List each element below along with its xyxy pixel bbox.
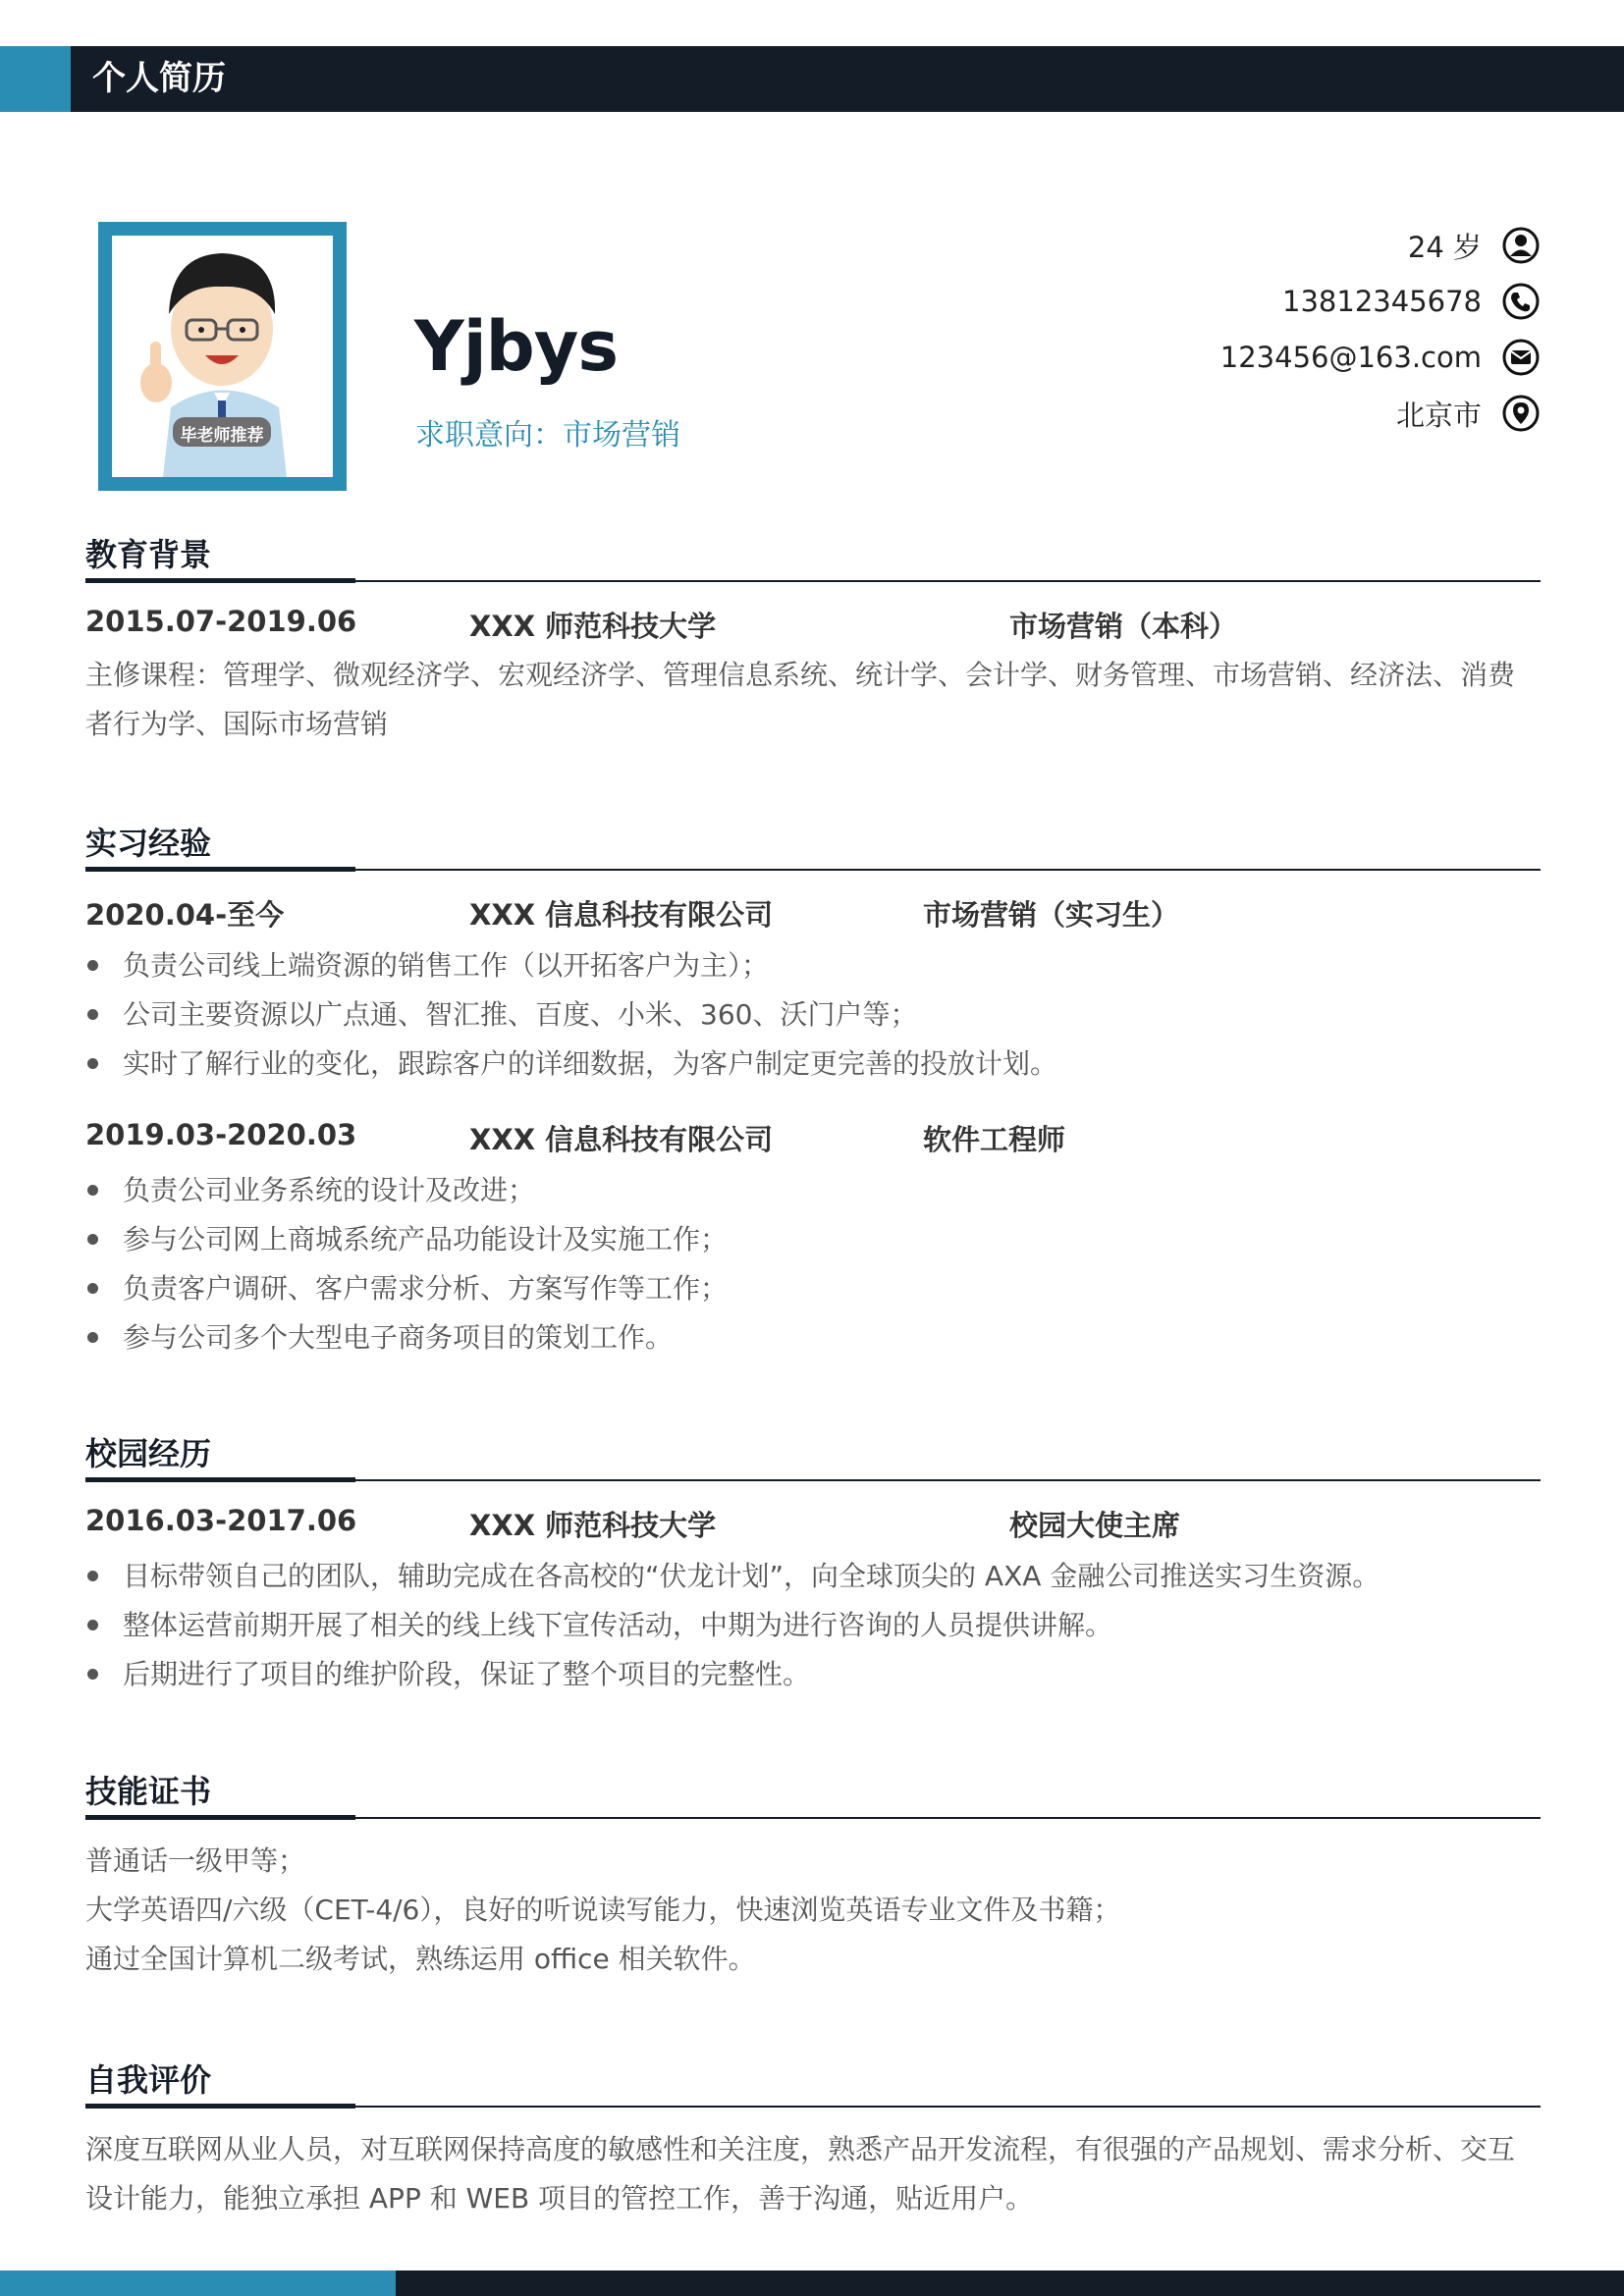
header-bar [0,46,1624,112]
list-item: 负责公司线上端资源的销售工作（以开拓客户为主）； [85,944,769,984]
page-title: 个人简历 [92,59,226,98]
phone-icon [1501,282,1541,321]
job-company: XXX 信息科技有限公司 [469,898,774,932]
contact-email [1220,336,1541,379]
education-period: 2015.07-2019.06 [85,605,357,638]
campus-school: XXX 师范科技大学 [469,1509,717,1542]
section-title-skills: 技能证书 [85,1773,212,1810]
skill-line: 通过全国计算机二级考试，熟练运用 office 相关软件。 [85,1943,756,1975]
job-period: 2020.04-至今 [85,898,285,932]
list-item: 参与公司网上商城系统产品功能设计及实施工作； [85,1218,728,1257]
contact-phone [1282,280,1541,323]
list-item: 负责客户调研、客户需求分析、方案写作等工作； [85,1267,728,1307]
skill-line: 普通话一级甲等； [85,1844,306,1877]
self-eval-text: 深度互联网从业人员，对互联网保持高度的敏感性和关注度，熟悉产品开发流程，有很强的产品规划、需求分析、交互设计能力，能独立承担 APP 和 WEB 项目的管控工作，善于沟通，贴近用户。 [85,2133,1516,2215]
education-courses: 主修课程：管理学、微观经济学、宏观经济学、管理信息系统、统计学、会计学、财务管理、市场营销、经济法、消费者行为学、国际市场营销 [85,659,1516,740]
contact-age [1408,224,1541,267]
candidate-name: Yjbys [414,306,619,387]
list-item: 参与公司多个大型电子商务项目的策划工作。 [85,1316,673,1356]
section-divider [85,1817,1541,1819]
list-item: 负责公司业务系统的设计及改进； [85,1169,535,1208]
contact-phone-text: 13812345678 [1282,285,1482,318]
mail-icon [1501,338,1541,377]
section-divider [85,869,1541,871]
job-role: 市场营销（实习生） [923,898,1180,932]
section-title-education: 教育背景 [85,536,212,573]
location-pin-icon [1501,394,1541,433]
profile-photo [112,236,333,477]
job-role: 软件工程师 [923,1123,1066,1156]
section-title-campus: 校园经历 [85,1435,212,1472]
list-item: 整体运营前期开展了相关的线上线下宣传活动，中期为进行咨询的人员提供讲解。 [85,1604,1112,1643]
section-divider [85,580,1541,582]
contact-age-text: 24 岁 [1407,230,1482,264]
header-accent-block [0,46,71,112]
photo-badge-label: 毕老师推荐 [180,426,264,446]
section-divider [85,2106,1541,2108]
education-major: 市场营销（本科） [1009,610,1238,643]
campus-role: 校园大使主席 [1009,1509,1181,1542]
job-company: XXX 信息科技有限公司 [469,1123,774,1156]
section-title-self-eval: 自我评价 [85,2061,212,2099]
profile-photo-frame [98,222,347,491]
job-intent: 求职意向：市场营销 [415,418,680,453]
list-item: 目标带领自己的团队，辅助完成在各高校的“伏龙计划”，向全球顶尖的 AXA 金融公司推送实习生资源。 [85,1555,1380,1594]
footer-bar [0,2270,1624,2296]
skill-line: 大学英语四/六级（CET-4/6），良好的听说读写能力，快速浏览英语专业文件及书籍； [85,1894,1121,1926]
list-item: 实时了解行业的变化，跟踪客户的详细数据，为客户制定更完善的投放计划。 [85,1042,1057,1082]
section-title-internship: 实习经验 [85,825,212,862]
job-period: 2019.03-2020.03 [85,1118,357,1151]
education-school: XXX 师范科技大学 [469,610,717,643]
campus-period: 2016.03-2017.06 [85,1504,357,1537]
contact-location-text: 北京市 [1395,398,1482,432]
contact-email-text: 123456@163.com [1219,341,1482,374]
contact-location [1396,392,1541,435]
list-item: 公司主要资源以广点通、智汇推、百度、小米、360、沃门户等； [85,993,917,1033]
user-icon [1501,226,1541,265]
section-divider [85,1479,1541,1481]
list-item: 后期进行了项目的维护阶段，保证了整个项目的完整性。 [85,1653,810,1692]
footer-accent-block [0,2270,396,2296]
